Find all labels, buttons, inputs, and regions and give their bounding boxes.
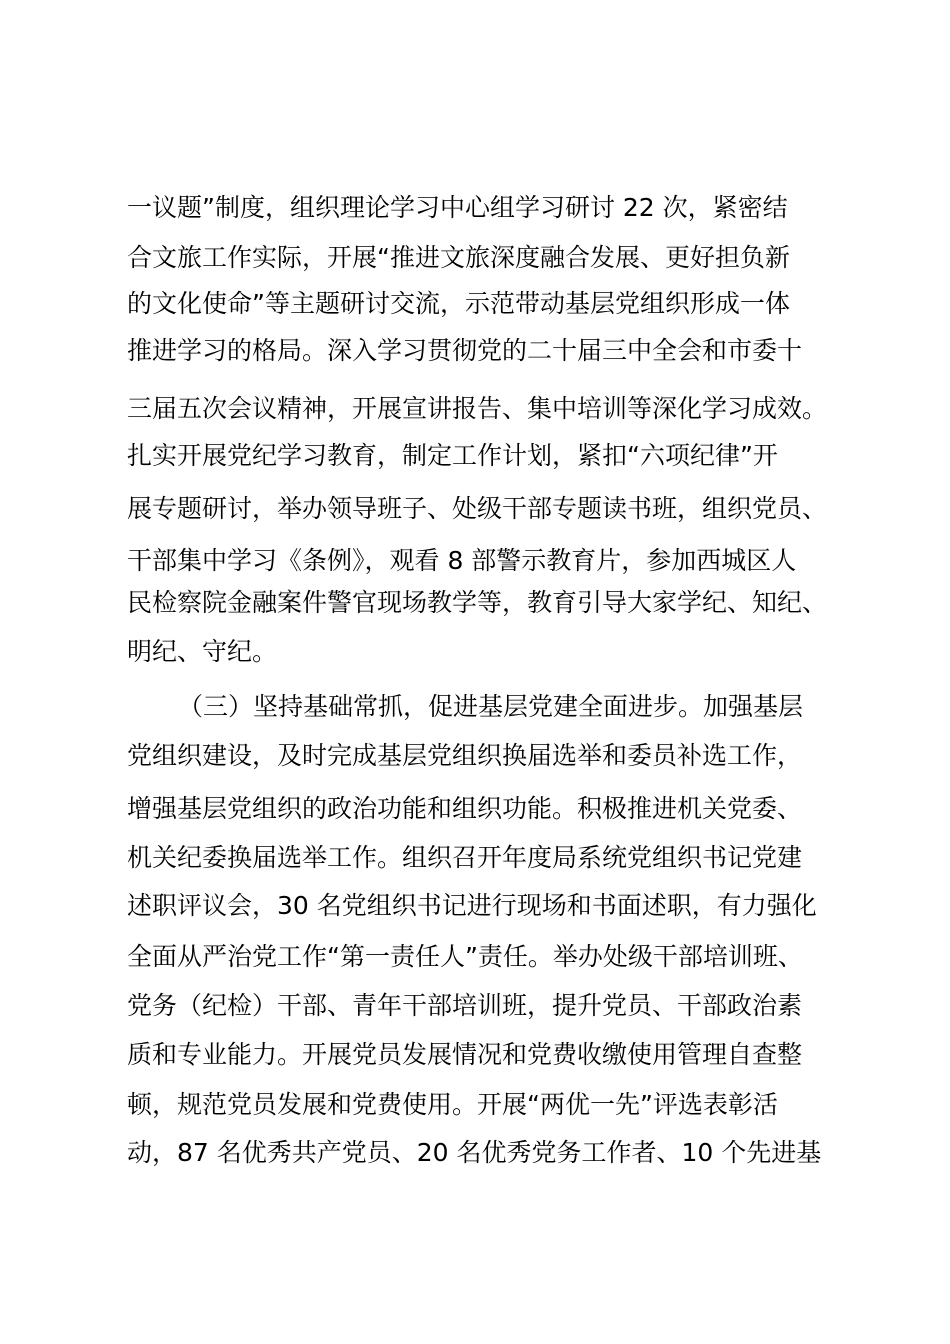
text-line: 展专题研讨，举办领导班子、处级干部专题读书班，组织党员、 [127,494,828,523]
text-line: 质和专业能力。开展党员发展情况和党费收缴使用管理自查整 [127,1040,803,1069]
text-line: 明纪、守纪。 [127,637,278,666]
text-line: 党务（纪检）干部、青年干部培训班，提升党员、干部政治素 [127,991,803,1020]
text-line: 合文旅工作实际，开展“推进文旅深度融合发展、更好担负新 [127,243,790,272]
text-line: 一议题”制度，组织理论学习中心组学习研讨 22 次，紧密结 [127,193,788,222]
text-line: 动，87 名优秀共产党员、20 名优秀党务工作者、10 个先进基 [127,1138,822,1167]
text-line: 的文化使命”等主题研讨交流，示范带动基层党组织形成一体 [127,289,790,318]
text-line: 干部集中学习《条例》，观看 8 部警示教育片，参加西城区人 [127,546,797,575]
text-line: 三届五次会议精神，开展宣讲报告、集中培训等深化学习成效。 [127,394,828,423]
text-line: 扎实开展党纪学习教育，制定工作计划，紧扣“六项纪律”开 [127,441,778,470]
text-line: 全面从严治党工作“第一责任人”责任。举办处级干部培训班、 [127,942,803,971]
text-line: 推进学习的格局。深入学习贯彻党的二十届三中全会和市委十 [127,336,803,365]
text-line: 顿，规范党员发展和党费使用。开展“两优一先”评选表彰活 [127,1090,778,1119]
text-line: 民检察院金融案件警官现场教学等，教育引导大家学纪、知纪、 [127,588,828,617]
paragraph-heading-line: （三）坚持基础常抓，促进基层党建全面进步。加强基层 [178,692,804,721]
text-line: 机关纪委换届选举工作。组织召开年度局系统党组织书记党建 [127,843,803,872]
text-line: 增强基层党组织的政治功能和组织功能。积极推进机关党委、 [127,794,803,823]
text-line: 述职评议会，30 名党组织书记进行现场和书面述职，有力强化 [127,891,817,920]
text-line: 党组织建设，及时完成基层党组织换届选举和委员补选工作， [127,741,803,770]
